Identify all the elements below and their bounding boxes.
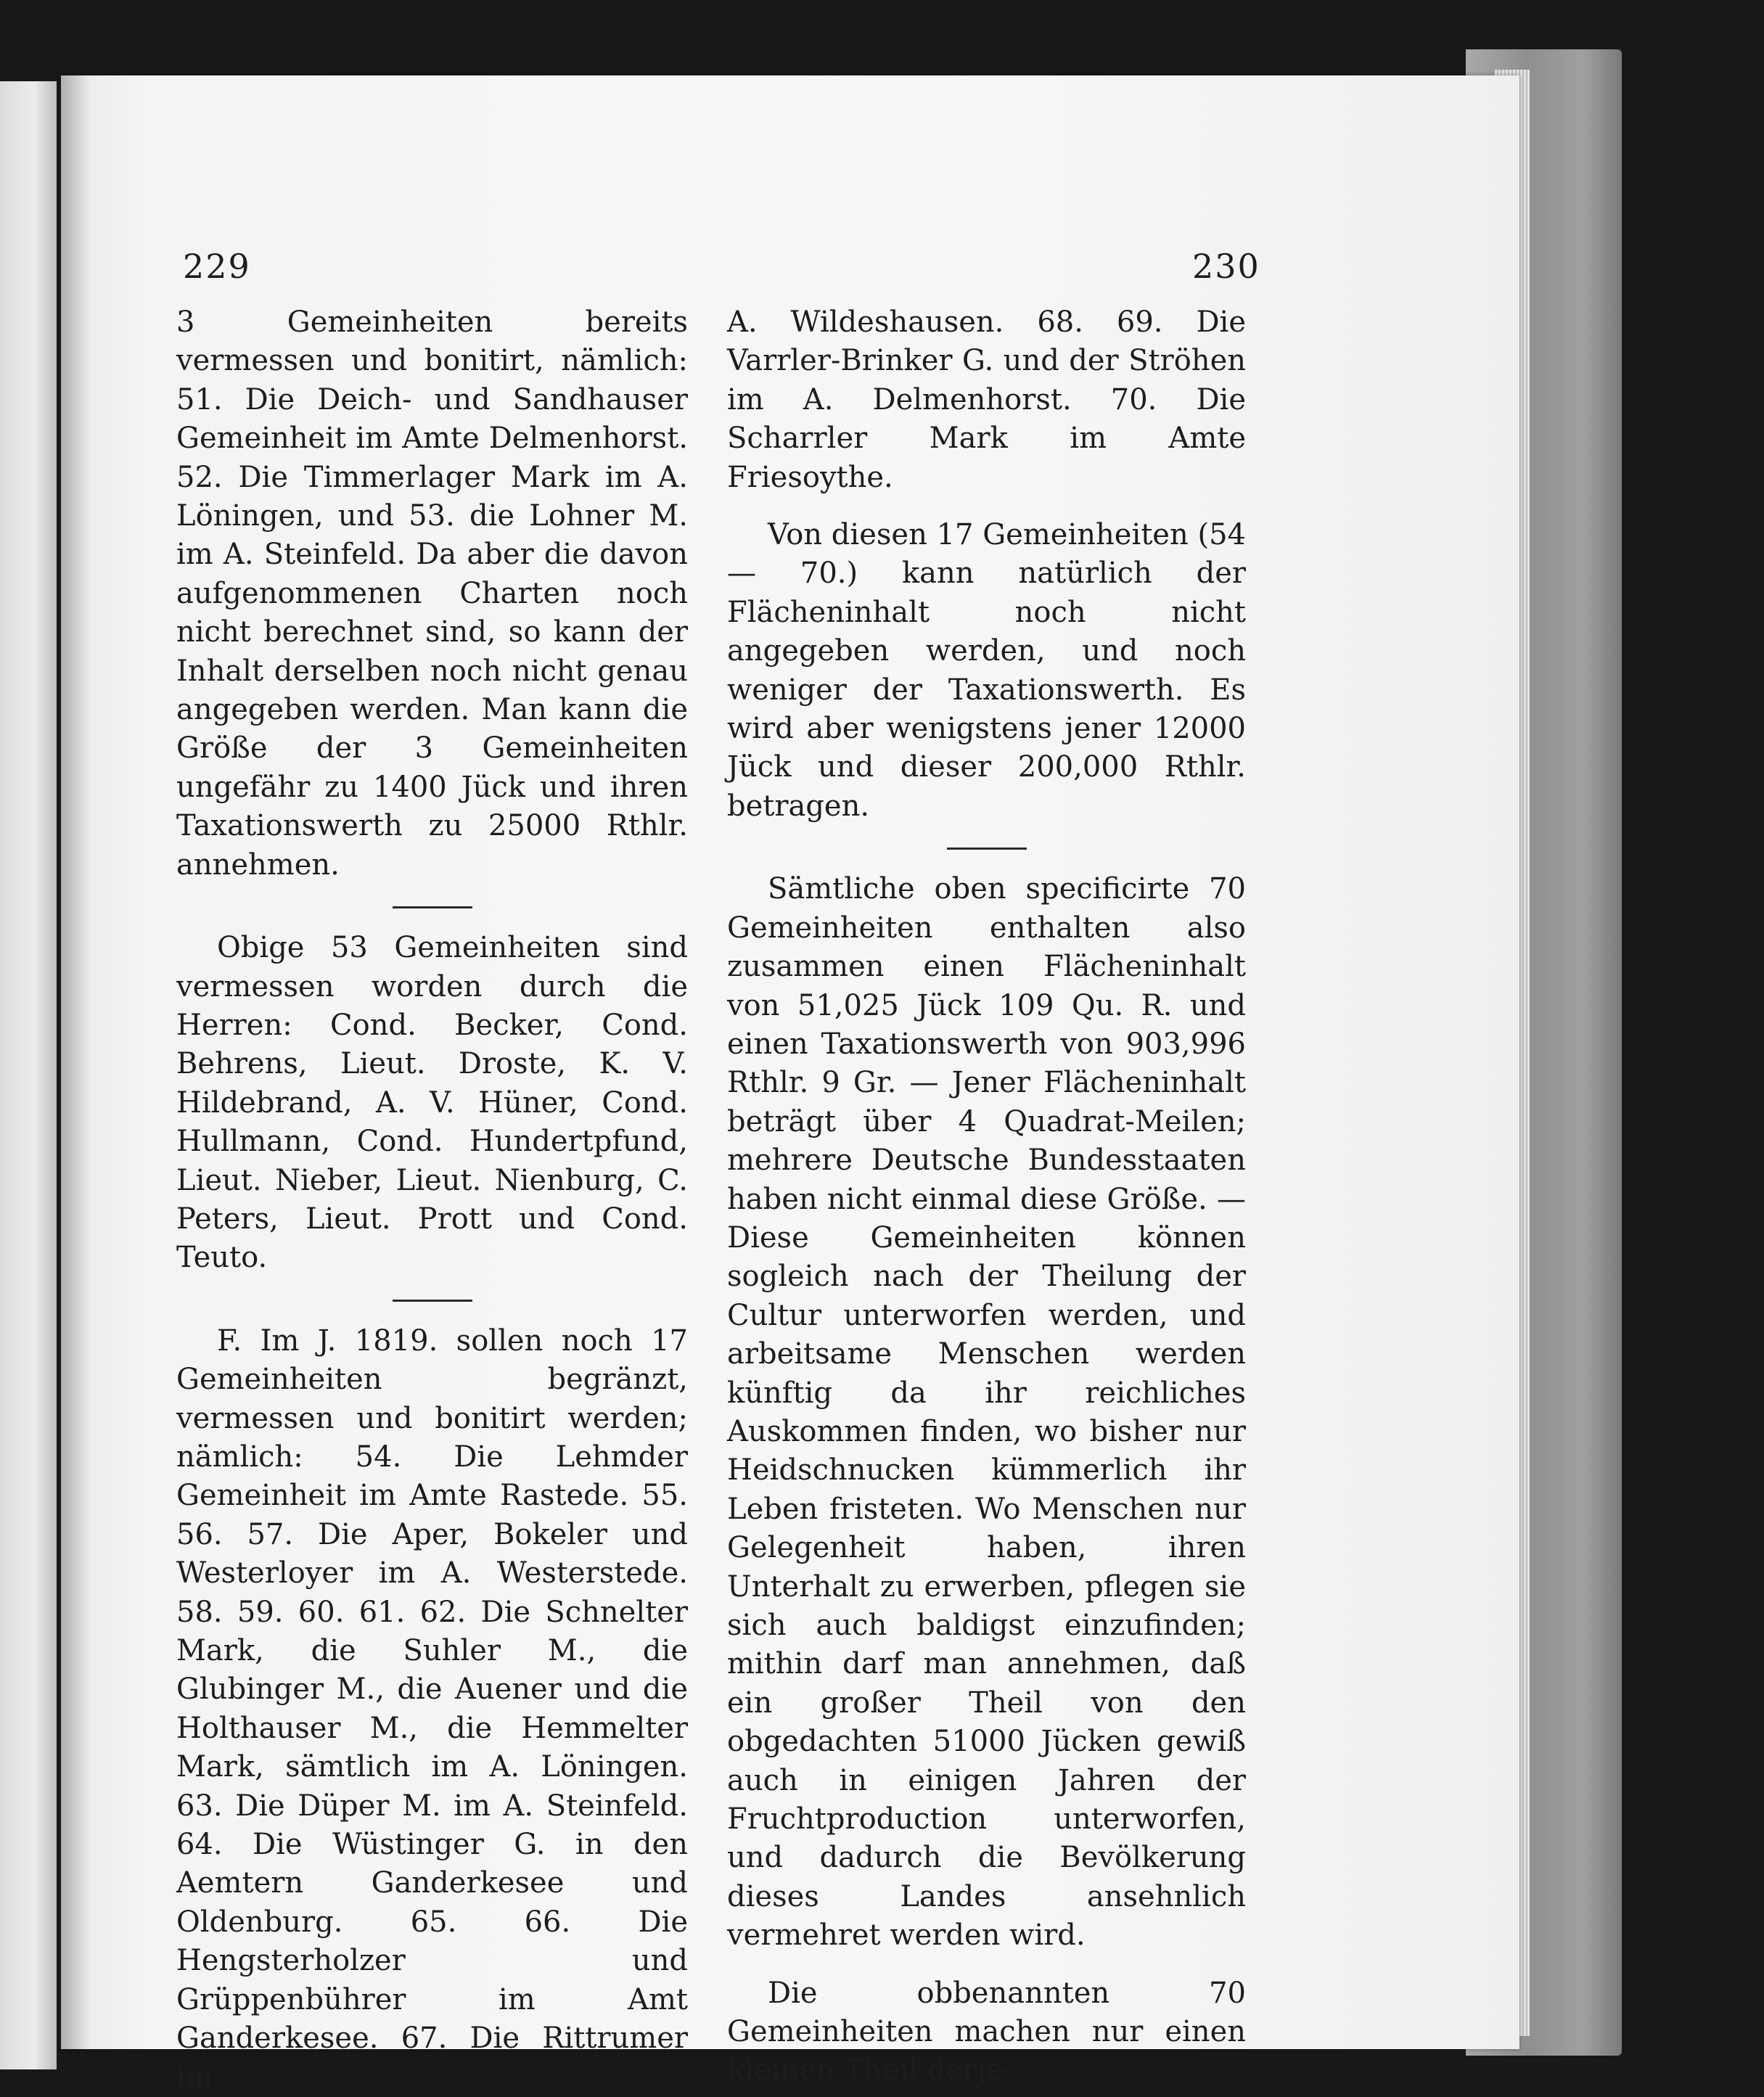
paragraph: 3 Gemeinheiten bereits vermessen und bonitirt, nämlich: 51. Die Deich- und Sandhauser Gemeinheit im Amte Delmenhorst. 52. Die Timmerlager Mark im A. Löningen, und 53. die Lohner M. im A. Steinfeld. Da aber die davon aufgenommenen Charten noch nicht berechnet sind, so kann der Inhalt derselben noch nicht genau angegeben werden. Man kann die Größe der 3 Gemeinheiten ungefähr zu 1400 Jück und ihren Taxationswerth zu 25000 Rthlr. annehmen.: [176, 305, 688, 882]
facing-page-edge: [0, 81, 57, 2069]
section-divider: [947, 848, 1027, 850]
page-number-right: 230: [1192, 247, 1260, 286]
paragraph: A. Wildeshausen. 68. 69. Die Varrler-Brinker G. und der Ströhen im A. Delmenhorst. 70. Die Scharrler Mark im Amte Friesoythe.: [727, 305, 1246, 494]
paragraph: Von diesen 17 Gemeinheiten (54 — 70.) kann natürlich der Flächeninhalt noch nicht angegeben werden, und noch weniger der Taxationswerth. Es wird aber wenigstens jener 12000 Jück und dieser 200,000 Rthlr. betragen.: [727, 518, 1246, 823]
paragraph-spacing: [727, 1956, 1246, 1974]
paragraph: Sämtliche oben specificirte 70 Gemeinheiten enthalten also zusammen einen Flächeninhalt von 51,025 Jück 109 Qu. R. und einen Taxationswerth von 903,996 Rthlr. 9 Gr. — Jener Flächeninhalt beträgt über 4 Quadrat-Meilen; mehrere Deutsche Bundesstaaten haben nicht einmal diese Größe. — Diese Gemeinheiten können sogleich nach der Theilung der Cultur unterworfen werden, und arbeitsame Menschen werden künftig da ihr reichliches Auskommen finden, wo bisher nur Heidschnucken kümmerlich ihr Leben fristeten. Wo Menschen nur Gelegenheit haben, ihren Unterhalt zu erwerben, pflegen sie sich auch baldigst einzufinden; mithin darf man annehmen, daß ein großer Theil von den obgedachten 51000 Jücken gewiß auch in einigen Jahren der Fruchtproduction unterworfen, und dadurch die Bevölkerung dieses Landes ansehnlich vermehret werden wird.: [727, 872, 1246, 1953]
paragraph: Obige 53 Gemeinheiten sind vermessen worden durch die Herren: Cond. Becker, Cond. Behrens, Lieut. Droste, K. V. Hildebrand, A. V. Hüner, Cond. Hullmann, Cond. Hundertpfund, Lieut. Nieber, Lieut. Nienburg, C. Peters, Lieut. Prott und Cond. Teuto.: [176, 931, 688, 1275]
section-divider: [393, 1300, 472, 1302]
paragraph: Die obbenannten 70 Gemeinheiten machen nur einen kleinen Theil derje-: [727, 1976, 1246, 2088]
paragraph-spacing: [727, 497, 1246, 516]
left-column: [176, 303, 688, 2097]
section-divider: [393, 906, 472, 908]
page-number-left: 229: [183, 247, 251, 286]
page-gutter-shadow: [61, 75, 90, 2049]
right-column: [727, 303, 1246, 2090]
paragraph: F. Im J. 1819. sollen noch 17 Gemeinheiten begränzt, vermessen und bonitirt werden; nämlich: 54. Die Lehmder Gemeinheit im Amte Rastede. 55. 56. 57. Die Aper, Bokeler und Westerloyer im A. Westerstede. 58. 59. 60. 61. 62. Die Schnelter Mark, die Suhler M., die Glubinger M., die Auener und die Holthauser M., die Hemmelter Mark, sämtlich im A. Löningen. 63. Die Düper M. im A. Steinfeld. 64. Die Wüstinger G. in den Aemtern Ganderkesee und Oldenburg. 65. 66. Die Hengsterholzer und Grüppenbührer im Amt Ganderkesee. 67. Die Rittrumer im: [176, 1324, 688, 2094]
